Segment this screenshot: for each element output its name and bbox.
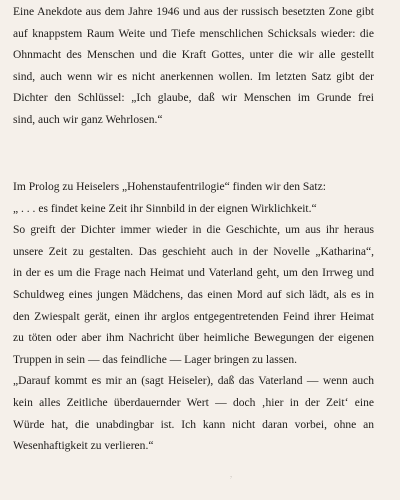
text-line: Truppen in sein — das feindliche — Lager bringen zu lassen. xyxy=(13,353,298,366)
page-number: 7 xyxy=(230,475,232,480)
text-line: „ . . . es findet keine Zeit ihr Sinnbild in der eignen Wirklichkeit.“ xyxy=(13,202,317,215)
text-line: Schuldweg eines jungen Mädchens, das einen Mord auf sich lädt, als es in xyxy=(13,289,374,301)
text-line: Würde hat, die unabdingbar ist. Ich kann nicht daran vorbei, ohne an xyxy=(13,418,374,431)
text-line: sind, auch wir ganz Wehrlosen.“ xyxy=(13,114,163,126)
text-line: So greift der Dichter immer wieder in die Geschichte, um aus ihr heraus xyxy=(13,224,374,237)
text-line: Ohnmacht des Menschen und die Kraft Gottes, unter die wir alle gestellt xyxy=(13,49,374,62)
text-line: Dichter den Schlüssel: „Ich glaube, daß wir Menschen im Grunde frei xyxy=(13,92,374,105)
text-line: Wesenhaftigkeit zu verlieren.“ xyxy=(13,440,154,453)
text-line: kein alles Zeitliche überdauernder Wert — doch ‚hier in der Zeit‘ eine xyxy=(13,397,374,409)
text-line: den Zwiespalt gerät, einen ihr arglos entgegentretenden Feind ihrer Heimat xyxy=(13,310,374,323)
text-line: unsere Zeit zu gestalten. Das geschieht auch in der Novelle „Katharina“, xyxy=(13,245,374,258)
text-line: „Darauf kommt es mir an (sagt Heiseler), daß das Vaterland — wenn auch xyxy=(13,375,374,388)
text-line: Im Prolog zu Heiselers „Hohenstaufentrilogie“ finden wir den Satz: xyxy=(13,181,326,193)
text-line: zu töten oder aber ihm Nachricht über heimliche Bewegungen der eigenen xyxy=(13,332,374,345)
text-line: auf knappstem Raum Weite und Tiefe menschlichen Schicksals wieder: die xyxy=(13,27,374,40)
text-line: Eine Anekdote aus dem Jahre 1946 und aus der russisch besetzten Zone gibt xyxy=(13,6,374,18)
text-line: in der es um die Frage nach Heimat und Vaterland geht, um den Irrweg und xyxy=(13,267,374,280)
book-page xyxy=(13,0,374,500)
text-line: sind, auch wenn wir es nicht anerkennen wollen. Im letzten Satz gibt der xyxy=(13,70,374,83)
